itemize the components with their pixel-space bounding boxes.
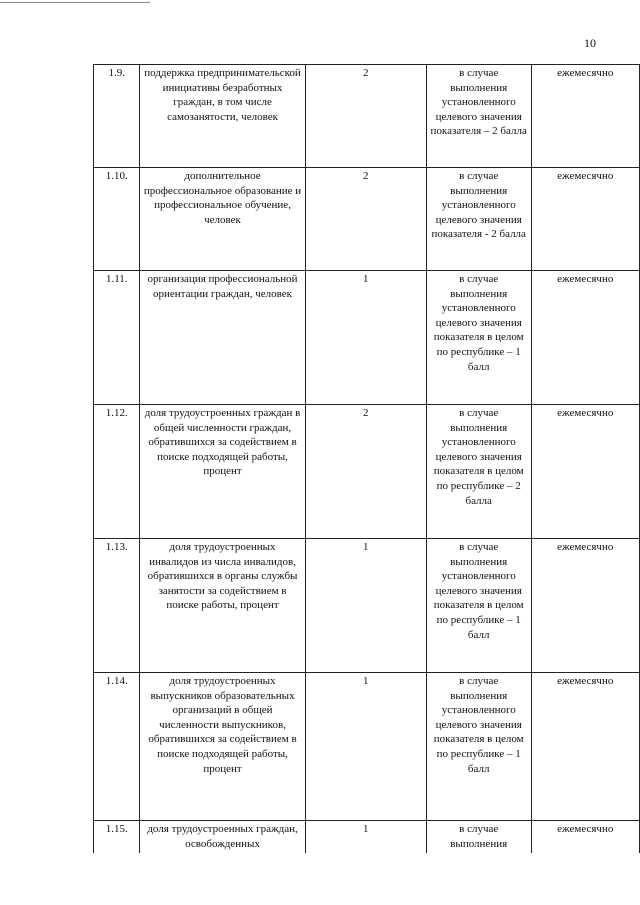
- table-row: [94, 65, 640, 168]
- indicator-name: поддержка предпринимательской инициативы безработных граждан, в том числе самозанятости, человек: [140, 65, 305, 168]
- frequency: ежемесячно: [531, 168, 640, 271]
- indicator-weight: 1: [305, 539, 426, 673]
- frequency: ежемесячно: [531, 673, 640, 821]
- row-number: 1.11.: [94, 271, 140, 405]
- top-rule: [0, 2, 150, 3]
- indicator-table: [93, 64, 640, 853]
- frequency: ежемесячно: [531, 405, 640, 539]
- scoring-condition: в случае выполнения установленного целевого значения показателя в целом по республике – 1 балл: [426, 539, 531, 673]
- indicator-weight: 1: [305, 821, 426, 853]
- indicator-name: доля трудоустроенных граждан, освобожденных: [140, 821, 305, 853]
- indicator-name: доля трудоустроенных инвалидов из числа инвалидов, обратившихся в органы службы занятости за содействием в поиске работы, процент: [140, 539, 305, 673]
- indicator-name: доля трудоустроенных граждан в общей численности граждан, обратившихся за содействием в поиске подходящей работы, процент: [140, 405, 305, 539]
- row-number: 1.14.: [94, 673, 140, 821]
- indicator-weight: 1: [305, 673, 426, 821]
- indicator-weight: 2: [305, 405, 426, 539]
- indicator-weight: 2: [305, 65, 426, 168]
- row-number: 1.12.: [94, 405, 140, 539]
- indicator-name: доля трудоустроенных выпускников образовательных организаций в общей численности выпускников, обратившихся за содействием в поиске подходящей работы, процент: [140, 673, 305, 821]
- table-row: [94, 673, 640, 821]
- indicator-name: дополнительное профессиональное образование и профессиональное обучение, человек: [140, 168, 305, 271]
- table-row: [94, 271, 640, 405]
- table-row: [94, 539, 640, 673]
- scoring-condition: в случае выполнения установленного целевого значения показателя в целом по республике – 1 балл: [426, 673, 531, 821]
- table-row: [94, 405, 640, 539]
- row-number: 1.13.: [94, 539, 140, 673]
- scoring-condition: в случае выполнения установленного целевого значения показателя в целом по республике – 2 балла: [426, 405, 531, 539]
- frequency: ежемесячно: [531, 821, 640, 853]
- indicator-name: организация профессиональной ориентации граждан, человек: [140, 271, 305, 405]
- frequency: ежемесячно: [531, 539, 640, 673]
- indicator-weight: 2: [305, 168, 426, 271]
- row-number: 1.10.: [94, 168, 140, 271]
- scoring-condition: в случае выполнения установленного целевого значения показателя – 2 балла: [426, 65, 531, 168]
- scoring-condition: в случае выполнения: [426, 821, 531, 853]
- frequency: ежемесячно: [531, 271, 640, 405]
- row-number: 1.9.: [94, 65, 140, 168]
- table-row: [94, 168, 640, 271]
- indicator-weight: 1: [305, 271, 426, 405]
- table-row: [94, 821, 640, 853]
- scoring-condition: в случае выполнения установленного целевого значения показателя - 2 балла: [426, 168, 531, 271]
- row-number: 1.15.: [94, 821, 140, 853]
- frequency: ежемесячно: [531, 65, 640, 168]
- page-number: 10: [584, 36, 596, 50]
- scoring-condition: в случае выполнения установленного целевого значения показателя в целом по республике – 1 балл: [426, 271, 531, 405]
